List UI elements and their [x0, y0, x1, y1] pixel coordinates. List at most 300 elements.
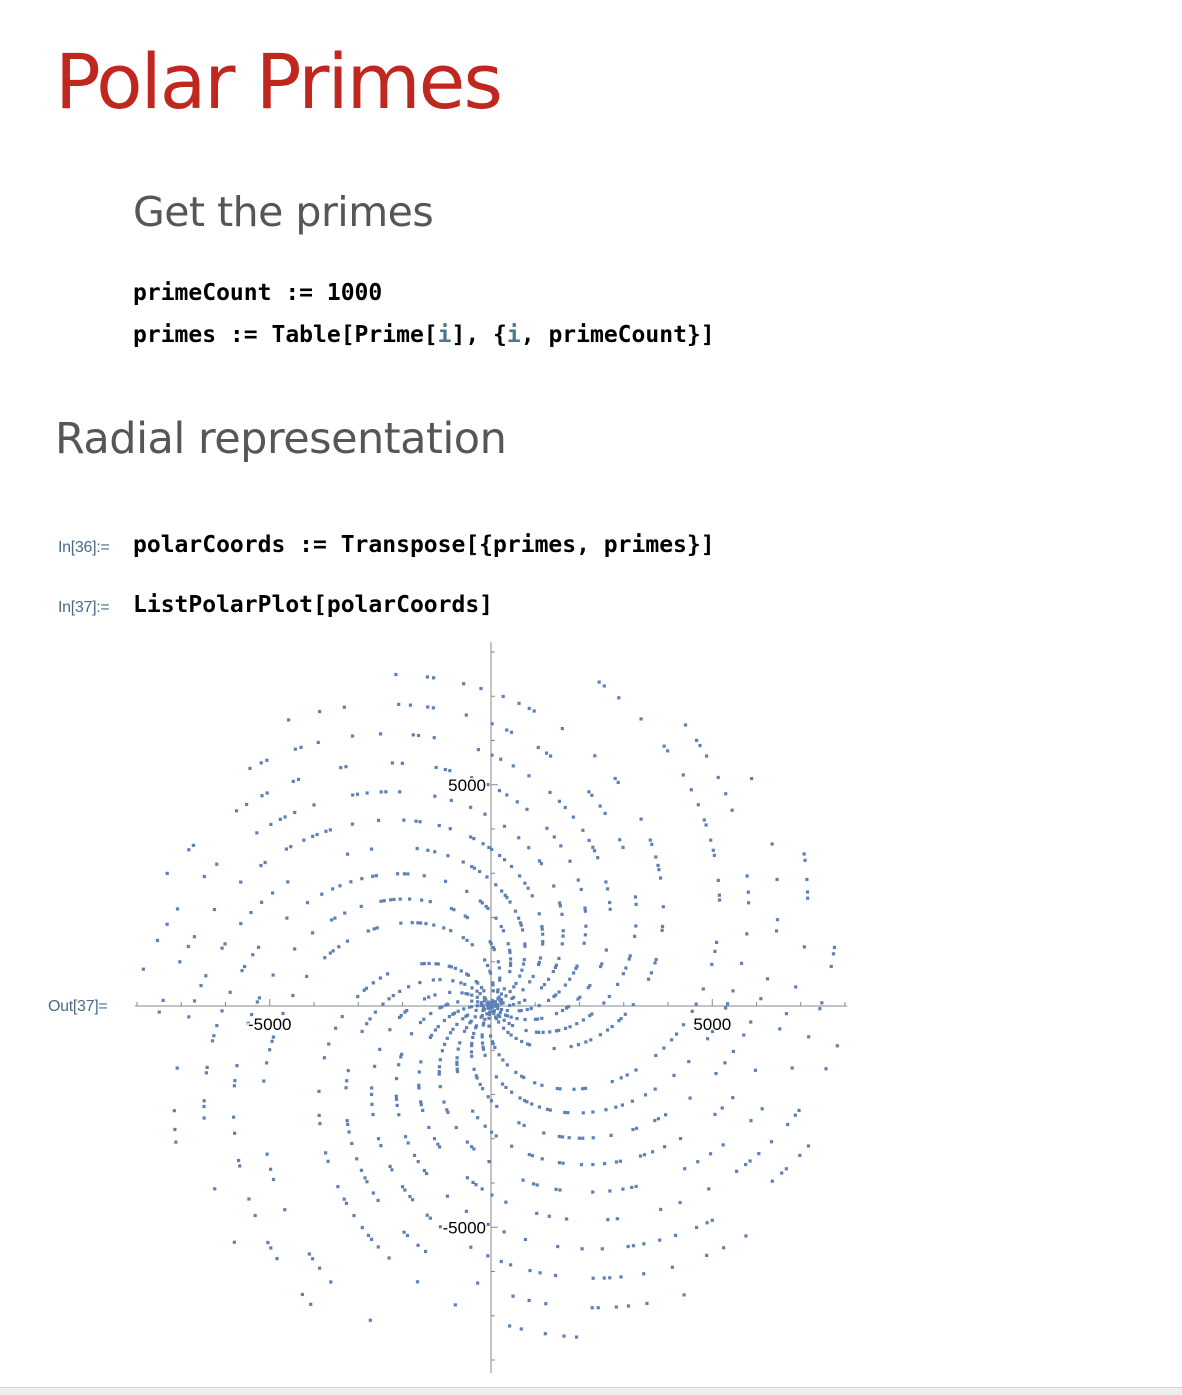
data-point: [553, 835, 556, 838]
data-point: [176, 907, 179, 910]
data-point: [269, 823, 272, 826]
data-point: [507, 942, 510, 945]
data-point: [553, 1047, 556, 1050]
data-point: [483, 1018, 486, 1021]
data-point: [830, 965, 833, 968]
data-point: [419, 921, 422, 924]
input-cell-label: In[37]:=: [58, 599, 110, 616]
data-point: [239, 922, 242, 925]
data-point: [521, 928, 524, 931]
data-point: [484, 1125, 487, 1128]
data-point: [223, 942, 226, 945]
data-point: [525, 808, 528, 811]
data-point: [395, 1098, 398, 1101]
data-point: [331, 887, 334, 890]
data-point: [474, 1183, 477, 1186]
data-point: [472, 1147, 475, 1150]
data-point: [370, 1238, 373, 1241]
data-point: [632, 1003, 635, 1006]
data-point: [654, 1088, 657, 1091]
data-point: [525, 1100, 528, 1103]
data-point: [311, 835, 314, 838]
data-point: [479, 900, 482, 903]
data-point: [575, 1335, 578, 1338]
data-point: [444, 1004, 447, 1007]
data-point: [561, 1009, 564, 1012]
data-point: [510, 731, 513, 734]
data-point: [508, 1324, 511, 1327]
data-point: [803, 945, 806, 948]
data-point: [564, 806, 567, 809]
data-point: [417, 734, 420, 737]
data-point: [373, 1065, 376, 1068]
data-point: [344, 765, 347, 768]
data-point: [780, 1171, 783, 1174]
data-point: [294, 748, 297, 751]
data-point: [601, 1247, 604, 1250]
data-point: [588, 839, 591, 842]
data-point: [587, 790, 590, 793]
input-cell-list-polar-plot[interactable]: ListPolarPlot[polarCoords]: [133, 592, 494, 618]
data-point: [508, 1022, 511, 1025]
data-point: [659, 1208, 662, 1211]
data-point: [633, 935, 636, 938]
data-point: [634, 924, 637, 927]
data-point: [832, 952, 835, 955]
data-point: [614, 777, 617, 780]
data-point: [436, 1143, 439, 1146]
data-point: [455, 1063, 458, 1066]
data-point: [235, 809, 238, 812]
data-point: [532, 1182, 535, 1185]
data-point: [379, 1144, 382, 1147]
data-point: [531, 894, 534, 897]
data-point: [547, 999, 550, 1002]
data-point: [416, 847, 419, 850]
data-point: [446, 854, 449, 857]
data-point: [459, 981, 462, 984]
data-point: [541, 1157, 544, 1160]
data-point: [675, 1032, 678, 1035]
data-point: [346, 853, 349, 856]
data-point: [805, 878, 808, 881]
data-point: [356, 793, 359, 796]
data-point: [568, 1136, 571, 1139]
data-point: [471, 1181, 474, 1184]
data-point: [649, 839, 652, 842]
data-point: [554, 1188, 557, 1191]
data-point: [293, 811, 296, 814]
data-point: [723, 1061, 726, 1064]
data-point: [619, 1017, 622, 1020]
data-point: [471, 1036, 474, 1039]
data-point: [370, 1103, 373, 1106]
data-point: [469, 835, 472, 838]
data-point: [512, 764, 515, 767]
data-point: [369, 1319, 372, 1322]
data-point: [490, 1193, 493, 1196]
data-point: [439, 1085, 442, 1088]
data-point: [371, 1113, 374, 1116]
data-point: [466, 1176, 469, 1179]
data-point: [424, 1250, 427, 1253]
data-point: [377, 1137, 380, 1140]
data-point: [606, 1218, 609, 1221]
data-point: [480, 1016, 483, 1019]
data-point: [426, 1214, 429, 1217]
data-point: [522, 1124, 525, 1127]
data-point: [439, 1225, 442, 1228]
data-point: [397, 1063, 400, 1066]
code-fragment: , primeCount}]: [520, 322, 715, 348]
data-point: [305, 975, 308, 978]
data-point: [616, 1217, 619, 1220]
data-point: [548, 1215, 551, 1218]
data-point: [682, 1293, 685, 1296]
data-point: [807, 1035, 810, 1038]
data-point: [626, 1073, 629, 1076]
data-point: [806, 890, 809, 893]
data-point: [158, 1010, 161, 1013]
data-point: [501, 1058, 504, 1061]
data-point: [536, 1018, 539, 1021]
data-point: [478, 870, 481, 873]
data-point: [416, 1244, 419, 1247]
data-point: [518, 874, 521, 877]
data-point: [618, 838, 621, 841]
data-point: [475, 980, 478, 983]
data-point: [351, 823, 354, 826]
data-point: [517, 702, 520, 705]
data-point: [485, 1012, 488, 1015]
data-point: [401, 762, 404, 765]
data-point: [470, 1055, 473, 1058]
data-point: [509, 962, 512, 965]
data-point: [502, 1027, 505, 1030]
data-point: [548, 791, 551, 794]
data-point: [480, 1004, 483, 1007]
data-point: [520, 969, 523, 972]
data-point: [486, 1254, 489, 1257]
data-point: [558, 1161, 561, 1164]
data-point: [396, 872, 399, 875]
data-point: [411, 921, 414, 924]
data-point: [606, 1028, 609, 1031]
data-point: [591, 846, 594, 849]
data-point: [486, 783, 489, 786]
data-point: [417, 1160, 420, 1163]
data-point: [320, 893, 323, 896]
y-tick-label: -5000: [442, 1218, 486, 1238]
data-point: [608, 995, 611, 998]
data-point: [490, 848, 493, 851]
data-point: [757, 1152, 760, 1155]
data-point: [662, 1046, 665, 1049]
data-point: [426, 849, 429, 852]
data-point: [446, 1037, 449, 1040]
data-point: [705, 1254, 708, 1257]
data-point: [542, 1131, 545, 1134]
data-point: [465, 713, 468, 716]
data-point: [476, 1116, 479, 1119]
data-point: [593, 849, 596, 852]
data-point: [311, 1257, 314, 1260]
data-point: [476, 1076, 479, 1079]
data-point: [233, 1084, 236, 1087]
data-point: [552, 970, 555, 973]
data-point: [778, 1027, 781, 1030]
data-point: [368, 1017, 371, 1020]
data-point: [258, 996, 261, 999]
data-point: [628, 957, 631, 960]
data-point: [446, 1195, 449, 1198]
data-point: [599, 804, 602, 807]
data-point: [584, 933, 587, 936]
data-point: [540, 925, 543, 928]
data-point: [624, 966, 627, 969]
data-point: [614, 1106, 617, 1109]
data-point: [317, 741, 320, 744]
data-point: [427, 962, 430, 965]
data-point: [413, 1154, 416, 1157]
data-point: [581, 1137, 584, 1140]
data-point: [387, 1256, 390, 1259]
data-point: [531, 1154, 534, 1157]
data-point: [498, 854, 501, 857]
data-point: [592, 1136, 595, 1139]
data-point: [293, 947, 296, 950]
data-point: [590, 1012, 593, 1015]
data-point: [536, 1183, 539, 1186]
data-point: [674, 1234, 677, 1237]
data-point: [438, 978, 441, 981]
data-point: [506, 1009, 509, 1012]
data-point: [416, 1280, 419, 1283]
data-point: [412, 733, 415, 736]
data-point: [645, 1302, 648, 1305]
data-point: [432, 706, 435, 709]
data-point: [661, 929, 664, 932]
data-point: [642, 1272, 645, 1275]
data-point: [308, 1252, 311, 1255]
data-point: [548, 1030, 551, 1033]
data-point: [419, 1100, 422, 1103]
data-point: [710, 963, 713, 966]
data-point: [490, 1099, 493, 1102]
data-point: [481, 842, 484, 845]
data-point: [187, 848, 190, 851]
data-point: [602, 1001, 605, 1004]
data-point: [634, 1068, 637, 1071]
data-point: [395, 1077, 398, 1080]
data-point: [503, 987, 506, 990]
data-point: [688, 1096, 691, 1099]
data-point: [578, 996, 581, 999]
data-point: [527, 887, 530, 890]
data-point: [408, 1195, 411, 1198]
data-point: [654, 855, 657, 858]
data-point: [742, 1033, 745, 1036]
data-point: [247, 1197, 250, 1200]
data-point: [619, 1275, 622, 1278]
data-point: [541, 940, 544, 943]
data-point: [704, 823, 707, 826]
data-point: [662, 905, 665, 908]
data-point: [380, 790, 383, 793]
data-point: [193, 935, 196, 938]
data-point: [487, 1000, 490, 1003]
data-point: [566, 1111, 569, 1114]
data-point: [503, 1019, 506, 1022]
data-point: [657, 1117, 660, 1120]
data-point: [292, 780, 295, 783]
data-point: [731, 1096, 734, 1099]
data-point: [487, 1017, 490, 1020]
code-line-prime-count[interactable]: primeCount := 1000: [133, 280, 383, 306]
data-point: [524, 1238, 527, 1241]
data-point: [545, 827, 548, 830]
data-point: [371, 875, 374, 878]
data-point: [469, 806, 472, 809]
data-point: [237, 1159, 240, 1162]
data-point: [187, 945, 190, 948]
data-point: [631, 1100, 634, 1103]
data-point: [555, 1012, 558, 1015]
data-point: [251, 953, 254, 956]
data-point: [644, 1093, 647, 1096]
data-point: [450, 799, 453, 802]
data-point: [388, 1165, 391, 1168]
polar-scatter-plot: [130, 640, 855, 1375]
data-point: [166, 872, 169, 875]
data-point: [505, 728, 508, 731]
data-point: [279, 818, 282, 821]
code-line-primes-table[interactable]: [133, 324, 715, 347]
data-point: [591, 1110, 594, 1113]
data-point: [522, 1076, 525, 1079]
data-point: [398, 1016, 401, 1019]
data-point: [481, 1187, 484, 1190]
data-point: [488, 970, 491, 973]
data-point: [480, 1001, 483, 1004]
data-point: [528, 1043, 531, 1046]
data-point: [166, 923, 169, 926]
data-point: [541, 1031, 544, 1034]
data-point: [639, 817, 642, 820]
data-point: [519, 921, 522, 924]
data-point: [427, 996, 430, 999]
data-point: [508, 1004, 511, 1007]
data-point: [457, 1047, 460, 1050]
data-point: [343, 706, 346, 709]
data-point: [426, 705, 429, 708]
data-point: [497, 1020, 500, 1023]
data-point: [377, 1245, 380, 1248]
data-point: [584, 925, 587, 928]
data-point: [272, 1036, 275, 1039]
data-point: [516, 800, 519, 803]
data-point: [517, 836, 520, 839]
x-tick-label: 5000: [693, 1015, 732, 1034]
x-tick-label: -5000: [248, 1015, 292, 1034]
data-point: [438, 1065, 441, 1068]
data-point: [502, 929, 505, 932]
data-point: [463, 1030, 466, 1033]
data-point: [627, 1245, 630, 1248]
data-point: [512, 996, 515, 999]
data-point: [389, 898, 392, 901]
data-point: [603, 1162, 606, 1165]
data-point: [341, 1015, 344, 1018]
data-point: [492, 1012, 495, 1015]
data-point: [511, 1295, 514, 1298]
data-point: [379, 900, 382, 903]
data-point: [497, 960, 500, 963]
data-point: [264, 861, 267, 864]
data-point: [605, 948, 608, 951]
data-point: [580, 888, 583, 891]
data-point: [650, 971, 653, 974]
data-point: [615, 1305, 618, 1308]
data-point: [438, 824, 441, 827]
data-point: [510, 1033, 513, 1036]
data-point: [523, 1018, 526, 1021]
data-point: [351, 734, 354, 737]
data-point: [457, 1010, 460, 1013]
data-point: [162, 999, 165, 1002]
data-point: [399, 897, 402, 900]
data-point: [284, 815, 287, 818]
data-point: [657, 868, 660, 871]
data-point: [591, 1163, 594, 1166]
data-point: [370, 847, 373, 850]
data-point: [376, 926, 379, 929]
data-point: [346, 1119, 349, 1122]
data-point: [503, 858, 506, 861]
data-point: [351, 793, 354, 796]
data-point: [337, 945, 340, 948]
data-point: [407, 985, 410, 988]
data-point: [470, 994, 473, 997]
data-point: [438, 1006, 441, 1009]
data-point: [511, 1024, 514, 1027]
data-point: [399, 922, 402, 925]
data-point: [510, 1016, 513, 1019]
data-point: [347, 1069, 350, 1072]
data-point: [205, 1071, 208, 1074]
data-point: [537, 1031, 540, 1034]
data-point: [202, 1105, 205, 1108]
data-point: [489, 940, 492, 943]
data-point: [672, 1074, 675, 1077]
data-point: [718, 898, 721, 901]
data-point: [432, 923, 435, 926]
data-point: [503, 825, 506, 828]
data-point: [458, 1041, 461, 1044]
input-cell-label: In[36]:=: [58, 539, 110, 556]
data-point: [448, 965, 451, 968]
data-point: [468, 1006, 471, 1009]
data-point: [446, 1111, 449, 1114]
data-point: [392, 898, 395, 901]
data-point: [608, 901, 611, 904]
data-point: [624, 1013, 627, 1016]
data-point: [504, 1201, 507, 1204]
input-cell-polar-coords[interactable]: polarCoords := Transpose[{primes, primes}]: [133, 532, 715, 558]
data-point: [383, 899, 386, 902]
data-point: [696, 1160, 699, 1163]
data-point: [584, 1040, 587, 1043]
